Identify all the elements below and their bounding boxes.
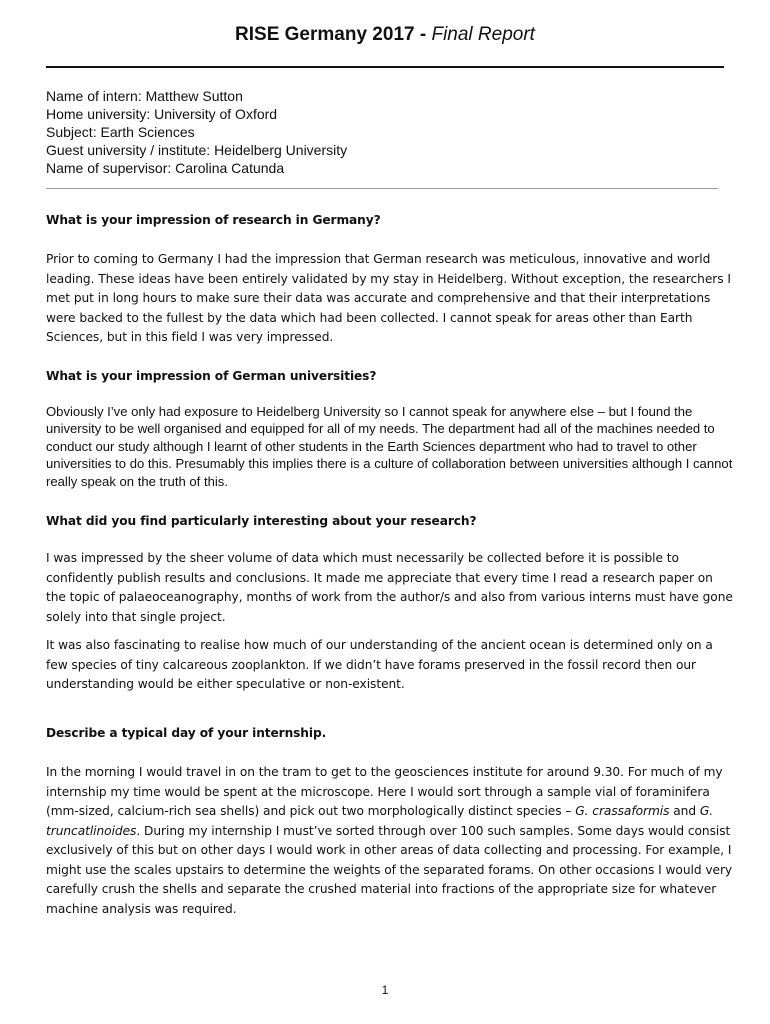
paragraph-interesting-2: It was also fascinating to realise how much of our understanding of the ancient ocean is determined only on a few species of tiny calcareous zooplankton. If we didn’t have forams preserved in the fossil record then our understanding would be either speculative or non-existent.	[46, 638, 713, 691]
heading-interesting: What did you find particularly interesting about your research?	[46, 514, 477, 528]
report-title	[0, 24, 770, 46]
typical-day-text-2: . During my internship I must’ve sorted through over 100 such samples. Some days would consist exclusively of this but on other days I would work in other areas of data collecting and processing. For example, I might use the scales upstairs to determine the weights of the separated forams. On other occasions I would very carefully crush the shells and separate the crushed material into fractions of the appropriate size for whatever machine analysis was required.	[46, 823, 733, 916]
species-name: G. crassaformis	[575, 804, 670, 818]
heading-universities: What is your impression of German universities?	[46, 369, 377, 383]
conjunction-text: and	[669, 804, 700, 818]
page-number: 1	[381, 983, 389, 997]
title-main: RISE Germany 2017 -	[235, 24, 427, 45]
heading-typical-day: Describe a typical day of your internship.	[46, 726, 327, 740]
title-divider	[46, 66, 724, 68]
supervisor-name: Name of supervisor: Carolina Catunda	[46, 160, 285, 176]
paragraph-research: Prior to coming to Germany I had the impression that German research was meticulous, innovative and world leading. These ideas have been entirely validated by my stay in Heidelberg. Without exception, the researchers I met put in long hours to make sure their data was accurate and comprehensive and that their interpretations were backed to the fullest by the data which had been collected. I cannot speak for areas other than Earth Sciences, but in this field I was very impressed.	[46, 252, 731, 344]
paragraph-universities: Obviously I’ve only had exposure to Heidelberg University so I cannot speak for anywhere else – but I found the university to be well organised and equipped for all of my needs. The department had all of the machines needed to conduct our study although I learnt of other students in the Earth Sciences department who had to travel to other universities to do this. Presumably this implies there is a culture of collaboration between universities although I cannot really speak on the truth of this.	[46, 404, 733, 489]
intern-name: Name of intern: Matthew Sutton	[46, 88, 243, 104]
typical-day-text-1: In the morning I would travel in on the tram to get to the geosciences institute for around 9.30. For much of my internship my time would be spent at the microscope. Here I would sort through a sample vial of foraminifera (mm-sized, calcium-rich sea shells) and pick out two morphologically distinct species –	[46, 765, 723, 818]
species-name: G. truncatlinoides	[46, 804, 714, 838]
intern-info	[46, 87, 347, 177]
paragraph-typical-day	[46, 763, 736, 919]
subject: Subject: Earth Sciences	[46, 124, 195, 140]
info-divider	[46, 188, 718, 189]
home-university: Home university: University of Oxford	[46, 106, 278, 122]
heading-research: What is your impression of research in Germany?	[46, 213, 381, 227]
guest-university: Guest university / institute: Heidelberg University	[46, 142, 348, 158]
title-subtitle: Final Report	[431, 24, 535, 45]
paragraph-interesting-1: I was impressed by the sheer volume of data which must necessarily be collected before it is possible to confidently publish results and conclusions. It made me appreciate that every time I read a research paper on the topic of palaeoceanography, months of work from the author/s and also from various interns must have gone solely into that single project.	[46, 551, 733, 624]
